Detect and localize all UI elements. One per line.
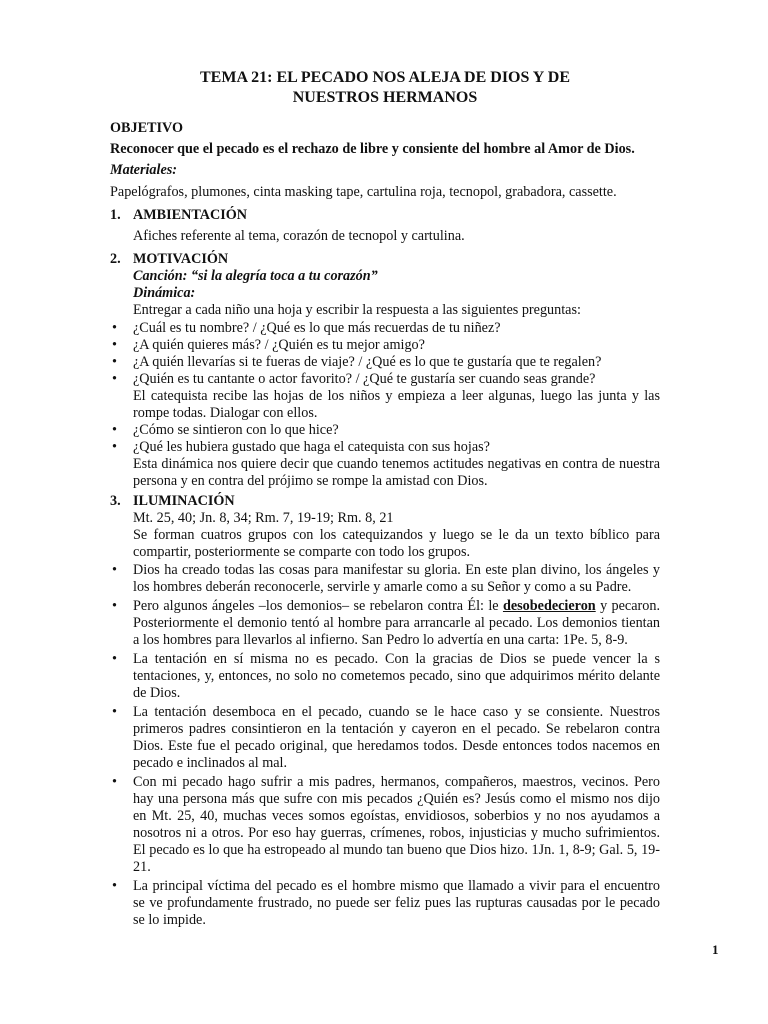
list-item: • ¿Cómo se sintieron con lo que hice? — [110, 422, 660, 439]
materiales-label: Materiales: — [110, 162, 177, 178]
list-item: • Con mi pecado hago sufrir a mis padres, hermanos, compañeros, maestros, vecinos. Pero hay una persona más que sufre con mis pecados ¿Quién es? Jesús como el mismo nos dijo en Mt. 25, 40, muchas veces somos egoístas, envidiosos, soberbios y no nos ayudamos a nosotros ni a otros. Por eso hay guerras, crímenes, robos, injusticias y mucho sufrimientos. El pecado es lo que ha estropeado al mundo tan bueno que Dios hizo. 1Jn. 1, 8-9; Gal. 5, 19-21. — [110, 774, 660, 876]
list-item: • La principal víctima del pecado es el hombre mismo que llamado a vivir para el encuentro se ve profundamente frustrado, no puede ser feliz pues las rupturas causadas por le pecado se lo impide. — [110, 878, 660, 929]
objetivo-label: OBJETIVO — [110, 120, 184, 136]
section-number: 2. — [110, 251, 121, 267]
list-item: • ¿A quién llevarías si te fueras de viaje? / ¿Qué es lo que te gustaría que te regalen? — [110, 354, 660, 371]
page-title — [110, 68, 660, 108]
list-item: • La tentación en sí misma no es pecado. Con la gracias de Dios se puede vencer la s tentaciones, y, entonces, no solo no cometemos pecado, sino que adquirimos mérito delante de Dios. — [110, 651, 660, 702]
question-list-2 — [110, 422, 660, 456]
list-item — [110, 598, 660, 649]
section-heading — [110, 493, 660, 510]
motivacion-intro: Entregar a cada niño una hoja y escribir la respuesta a las siguientes preguntas: — [133, 302, 581, 318]
document-page — [110, 68, 660, 931]
list-item: • Dios ha creado todas las cosas para manifestar su gloria. En este plan divino, los ángeles y los hombres deberán reconocerle, servirle y amarle como a su Señor y como a su Padre. — [110, 562, 660, 596]
section-title: ILUMINACIÓN — [133, 493, 235, 509]
iluminacion-intro: Se forman cuatros grupos con los catequizandos y luego se le da un texto bíblico para compartir, posteriormente se comparte con todo los grupos. — [133, 527, 660, 560]
objetivo-text: Reconocer que el pecado es el rechazo de libre y consiente del hombre al Amor de Dios. — [110, 141, 635, 157]
list-item: • ¿Cuál es tu nombre? / ¿Qué es lo que más recuerdas de tu niñez? — [110, 320, 660, 337]
bullet-text: y pecaron. Posteriormente el demonio tentó al hombre para arrancarle al pecado. Los demonios tientan a los hombres para llevarlos al infierno. San Pedro lo advertía en una carta: 1Pe. 5, 8-9. — [133, 598, 660, 648]
iluminacion-list — [110, 562, 660, 929]
page-number: 1 — [712, 942, 719, 957]
section-heading — [110, 207, 660, 224]
section-title: MOTIVACIÓN — [133, 251, 229, 267]
section-motivacion — [110, 251, 660, 490]
title-line-2: NUESTROS HERMANOS — [292, 89, 478, 106]
emphasized-word: desobedecieron — [502, 598, 596, 614]
section-title: AMBIENTACIÓN — [133, 207, 248, 223]
motivacion-closing: Esta dinámica nos quiere decir que cuando tenemos actitudes negativas en contra de nuestra persona y en contra del prójimo se rompe la amistad con Dios. — [133, 456, 660, 489]
materiales-text: Papelógrafos, plumones, cinta masking tape, cartulina roja, tecnopol, grabadora, cassette. — [110, 184, 617, 200]
section-heading — [110, 251, 660, 268]
list-item: • La tentación desemboca en el pecado, cuando se le hace caso y se consiente. Nuestros primeros padres consintieron en la tentación y cayeron en el pecado. Se rebelaron contra Dios. Este fue el pecado original, que heredamos todos. Desde entonces todos nacemos en pecado e inclinados al mal. — [110, 704, 660, 772]
bible-references: Mt. 25, 40; Jn. 8, 34; Rm. 7, 19-19; Rm. 8, 21 — [133, 510, 394, 526]
list-item: • ¿Quién es tu cantante o actor favorito? / ¿Qué te gustaría ser cuando seas grande? — [110, 371, 660, 388]
list-item: • ¿Qué les hubiera gustado que haga el catequista con sus hojas? — [110, 439, 660, 456]
title-line-1: TEMA 21: EL PECADO NOS ALEJA DE DIOS Y DE — [200, 69, 570, 86]
ambientacion-text: Afiches referente al tema, corazón de tecnopol y cartulina. — [133, 228, 465, 244]
section-iluminacion — [110, 493, 660, 929]
bullet-text: Pero algunos ángeles –los demonios– se rebelaron contra Él: le — [133, 598, 503, 614]
section-number: 3. — [110, 493, 121, 509]
dinamica-label: Dinámica: — [133, 285, 196, 301]
cancion-label: Canción: “si la alegría toca a tu corazón” — [133, 268, 378, 284]
section-ambientacion — [110, 207, 660, 245]
list-item: • ¿A quién quieres más? / ¿Quién es tu mejor amigo? — [110, 337, 660, 354]
section-number: 1. — [110, 207, 121, 223]
motivacion-middle: El catequista recibe las hojas de los niños y empieza a leer algunas, luego las junta y las rompe todas. Dialogar con ellos. — [133, 388, 660, 421]
question-list — [110, 320, 660, 388]
